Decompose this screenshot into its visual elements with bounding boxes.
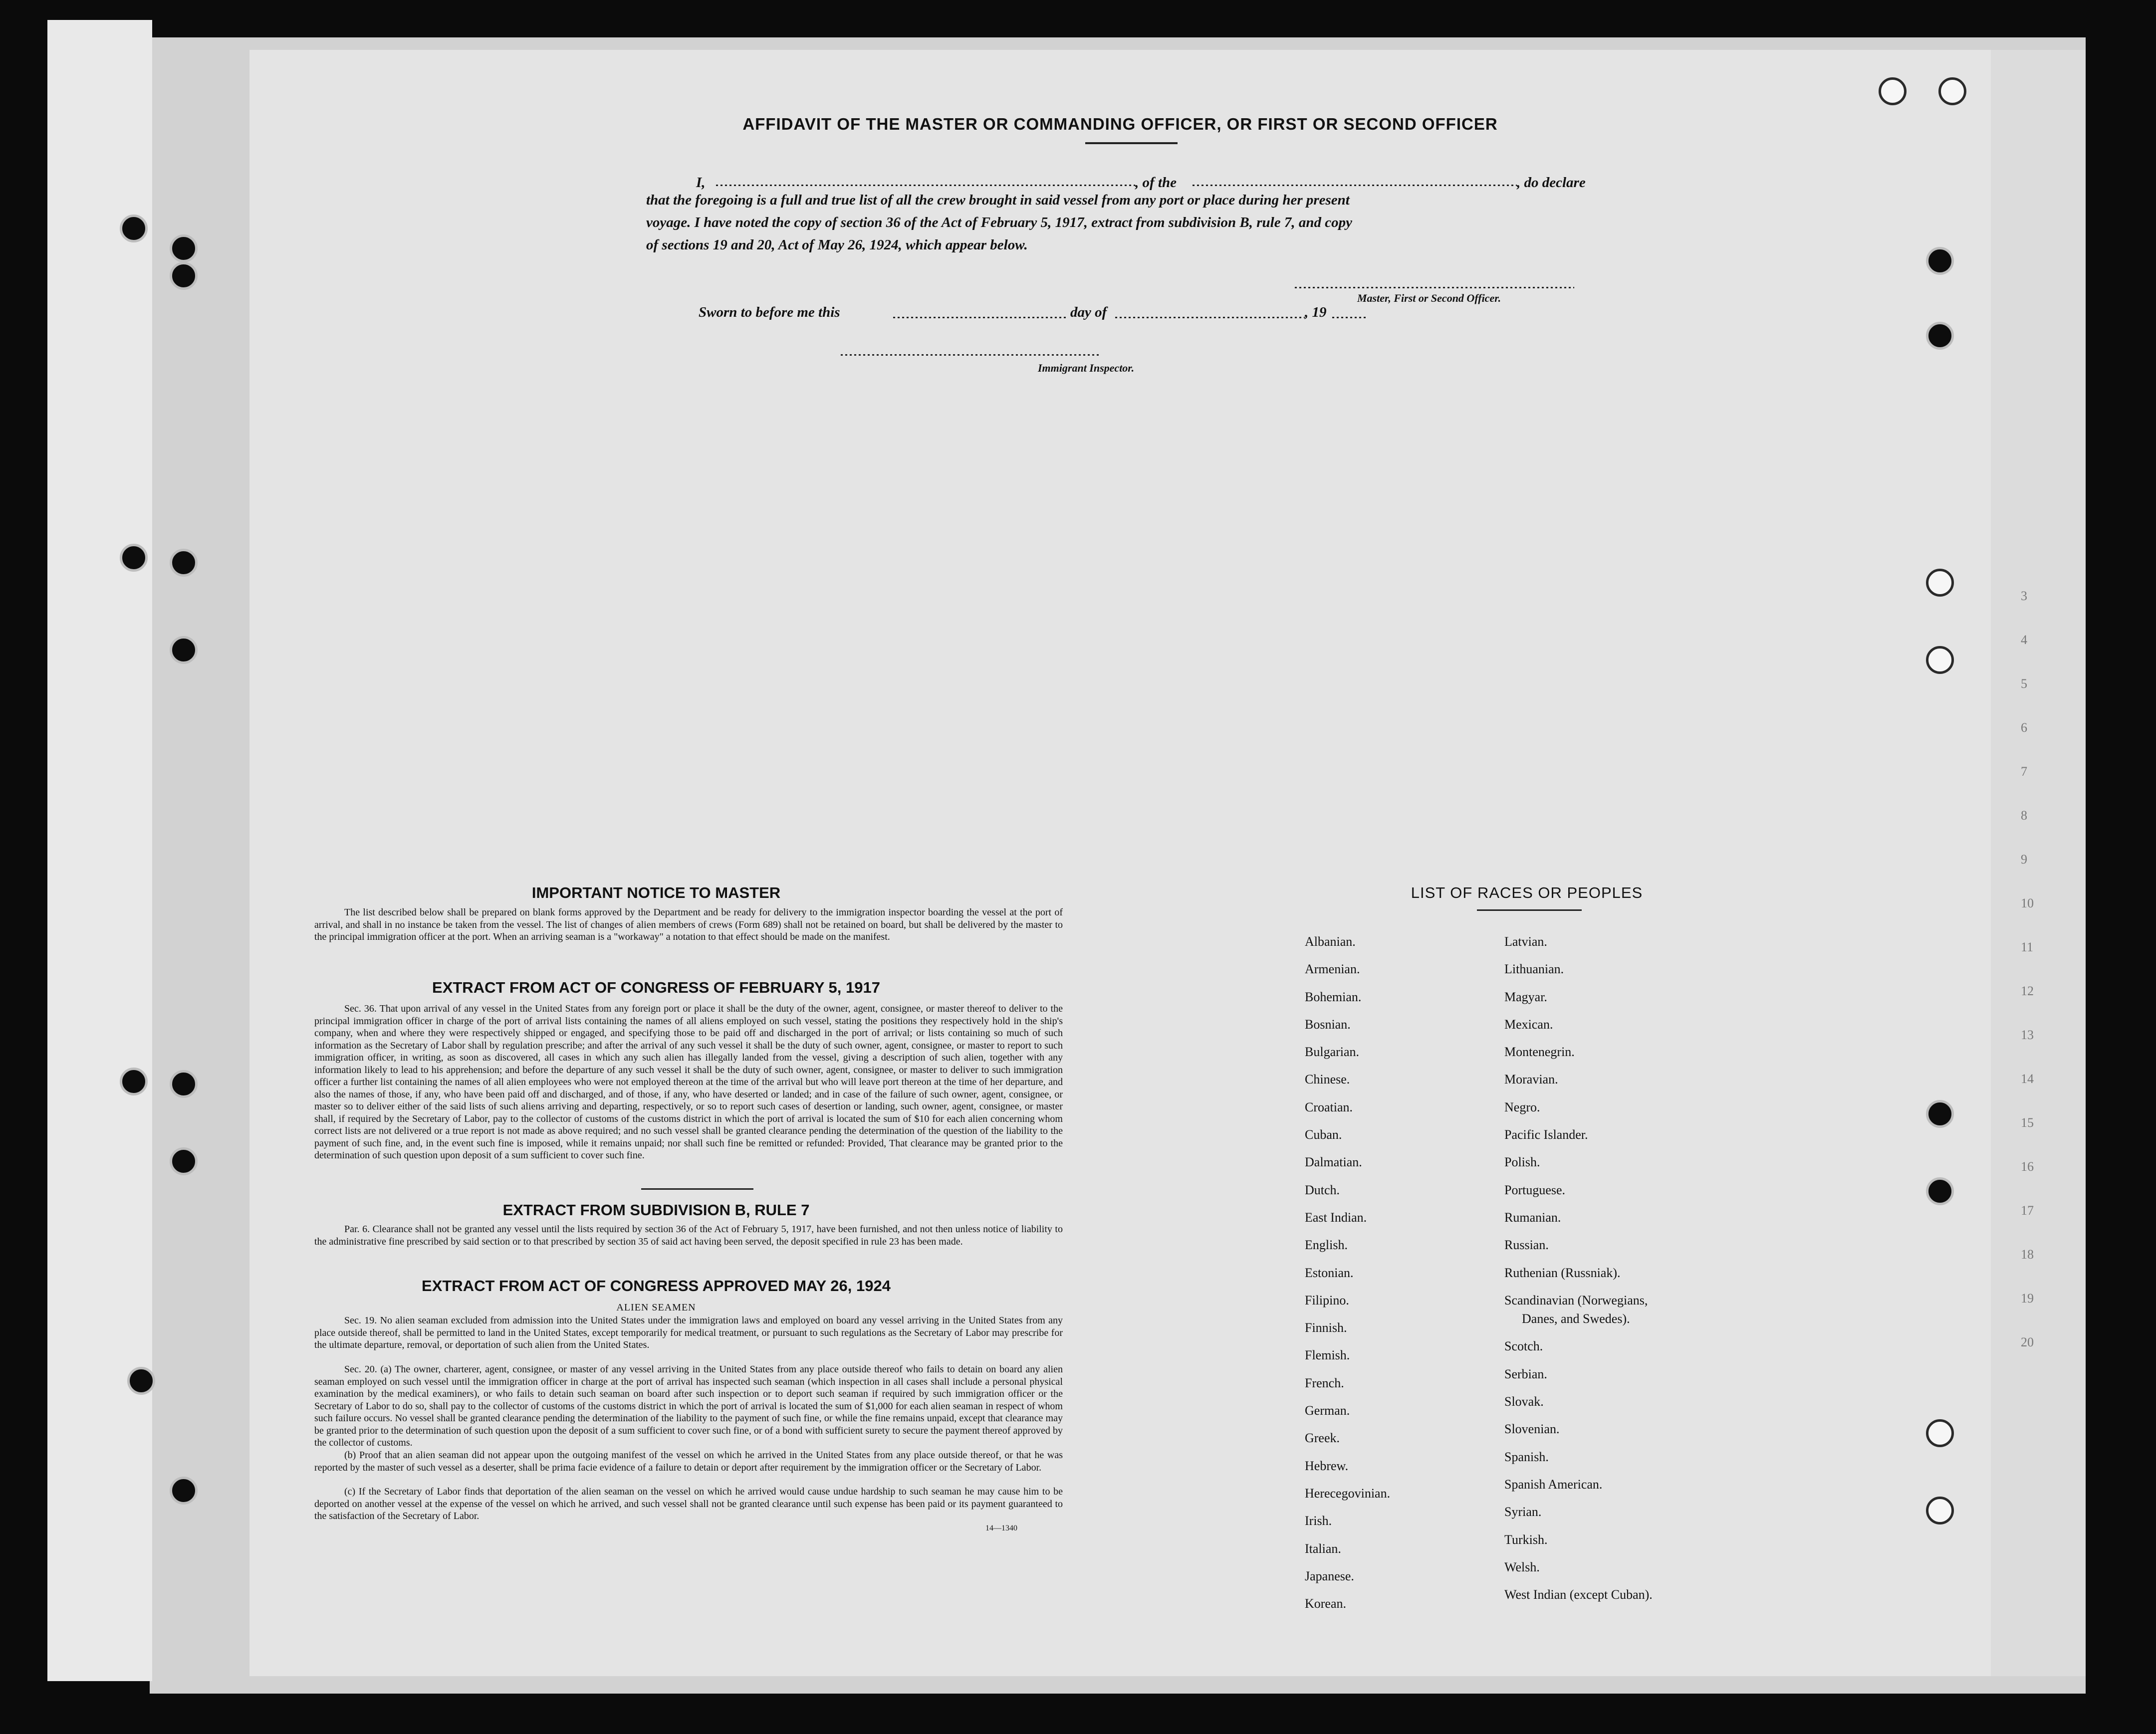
race-item: Albanian. <box>1305 934 1356 949</box>
race-item: Estonian. <box>1305 1265 1354 1280</box>
race-item: Serbian. <box>1504 1366 1547 1381</box>
margin-number: 10 <box>2021 896 2034 910</box>
race-item: Negro. <box>1504 1099 1540 1114</box>
race-item: Scotch. <box>1504 1339 1543 1354</box>
sec19-text: Sec. 19. No alien seaman excluded from admission into the United States under the immigration laws and employed on board any vessel arriving in the United States from any place outside thereof, shall be permitted to land in the United States, except temporarily for medical treatment, or pursuant to such regulations as the Secretary of Labor may prescribe for the ultimate departure, removal, or deportation of such alien from the United States. <box>314 1315 1063 1350</box>
right-page-edge <box>1976 50 2086 1676</box>
day-of-label: day of <box>1070 304 1107 320</box>
punch-hole-icon <box>170 262 198 290</box>
punch-hole-icon <box>1938 77 1966 105</box>
subdivision-b-title: EXTRACT FROM SUBDIVISION B, RULE 7 <box>502 1201 810 1219</box>
sec20b-text: (b) Proof that an alien seaman did not appear upon the outgoing manifest of the vessel on which he arrived in the United States from any place outside thereof, or that he was reported by the master of such vessel as a deserter, shall be prima facie evidence of a failure to detain or deport after requirement by the immigration officer or the Secretary of Labor. <box>314 1450 1063 1473</box>
margin-number: 16 <box>2021 1159 2034 1174</box>
affidavit-line-2: that the foregoing is a full and true list of all the crew brought in said vessel from any port or place during her present <box>646 192 1350 208</box>
sworn-month-blank <box>1115 317 1305 318</box>
race-item: Lithuanian. <box>1504 962 1564 977</box>
race-item: Dutch. <box>1305 1182 1340 1197</box>
extract-1917-text: Sec. 36. That upon arrival of any vessel in the United States from any foreign port or place it shall be the duty of the owner, agent, consignee, or master thereof to deliver to the principal immigration officer in charge of the port of arrival lists containing the names of all aliens employed on such vessel, stating the positions they respectively hold in the ship's company, when and where they were respectively shipped or engaged, and specifying those to be paid off and discharged in the port of arrival; or lists containing so much of such information as the Secretary of Labor shall by regulation prescribe; and after the arrival of any such vessel it shall be the duty of such owner, agent, consignee, or master to report to such immigration officer, in writing, as soon as discovered, all cases in which any such alien has illegally landed from the vessel, giving a description of such alien, together with any information likely to lead to his apprehension; and before the departure of any such vessel it shall be the duty of such owner, agent, consignee, or master to deliver to such immigration officer a further list containing the names of all alien employees who were not employed thereon at the time of the arrival but who will leave port thereon at the time of her departure, and also the names of those, if any, who have been paid off and discharged, and of those, if any, who have deserted or landed; and in case of the failure of such owner, agent, consignee, or master so to deliver either of the said lists of such aliens arriving and departing, respectively, or so to report such cases of desertion or landing, such owner, agent, consignee, or master shall, if required by the Secretary of Labor, pay to the collector of customs of the customs district in which the port of arrival is located the sum of $10 for each alien concerning whom correct lists are not delivered or a true report is not made as above required; and no such vessel shall be granted clearance pending the determination of the question of the liability to the payment of such fine, and, in the event such fine is imposed, while it remains unpaid; nor shall such fine be remitted or refunded: Provided, That clearance may be granted prior to the determination of such question upon deposit of a sum sufficient to cover such fine. <box>314 1003 1063 1161</box>
inspector-signature-line <box>841 354 1100 356</box>
affidavit-i: I, <box>696 175 706 191</box>
race-item: Slovak. <box>1504 1394 1544 1409</box>
race-item: Polish. <box>1504 1155 1540 1170</box>
race-item: Pacific Islander. <box>1504 1127 1588 1142</box>
races-right-column <box>1504 928 1653 1608</box>
name-blank <box>716 185 1135 186</box>
race-item: Montenegrin. <box>1504 1045 1575 1060</box>
notice-title: IMPORTANT NOTICE TO MASTER <box>531 884 781 901</box>
race-item: French. <box>1305 1375 1344 1390</box>
race-item: Rumanian. <box>1504 1210 1561 1225</box>
race-item: Scandinavian (Norwegians, <box>1504 1293 1648 1307</box>
races-title-divider <box>1477 909 1582 911</box>
margin-number: 15 <box>2021 1115 2034 1130</box>
margin-number: 5 <box>2021 676 2027 691</box>
title-divider <box>1085 142 1178 144</box>
margin-number: 11 <box>2021 940 2034 954</box>
race-item: Chinese. <box>1305 1072 1350 1087</box>
margin-number: 6 <box>2021 720 2027 735</box>
punch-hole-icon <box>120 1068 148 1095</box>
margin-number: 20 <box>2021 1335 2034 1349</box>
punch-hole-icon <box>1926 1100 1954 1128</box>
margin-number: 18 <box>2021 1247 2034 1262</box>
sworn-day-blank <box>893 317 1068 318</box>
affidavit-of-the: , of the <box>1135 175 1177 191</box>
race-item: Dalmatian. <box>1305 1155 1362 1170</box>
race-item: English. <box>1305 1238 1348 1253</box>
race-item: Spanish. <box>1504 1449 1549 1464</box>
margin-number: 9 <box>2021 852 2027 867</box>
extract-1924-title: EXTRACT FROM ACT OF CONGRESS APPROVED MAY 26, 1924 <box>422 1277 891 1295</box>
race-item: Moravian. <box>1504 1072 1558 1087</box>
race-item: Hebrew. <box>1305 1458 1349 1473</box>
race-item: Greek. <box>1305 1431 1340 1446</box>
section-divider <box>641 1188 753 1190</box>
master-label: Master, First or Second Officer. <box>1357 292 1501 304</box>
punch-hole-icon <box>1879 77 1907 105</box>
notice-text: The list described below shall be prepared on blank forms approved by the Department and be ready for delivery to the immigration inspector boarding the vessel at the port of arrival, and shall in no instance be taken from the vessel. The list of changes of alien members of crews (Form 689) shall not be retained on board, but shall be delivered by the master to the principal immigration officer at the port. When an arriving seaman is a "workaway" a notation to that effect should be made on the manifest. <box>314 907 1063 942</box>
race-item: Italian. <box>1305 1541 1341 1556</box>
race-item: Irish. <box>1305 1514 1332 1528</box>
extract-1917-title: EXTRACT FROM ACT OF CONGRESS OF FEBRUARY 5, 1917 <box>432 979 880 996</box>
punch-hole-icon <box>170 549 198 577</box>
punch-hole-icon <box>170 1147 198 1175</box>
race-item: Ruthenian (Russniak). <box>1504 1265 1621 1280</box>
punch-hole-icon <box>1926 646 1954 674</box>
sec20a-text: Sec. 20. (a) The owner, charterer, agent, consignee, or master of any vessel arriving in the United States from any place outside thereof who fails to detain on board any alien seaman employed on such vessel until the immigration officer in charge at the port of arrival has inspected such seaman (which inspection in all cases shall include a personal physical examination by the medical examiners), or who fails to detain such seaman on board after such inspection or to deport such seaman if required by such immigration officer or the Secretary of Labor to do so, shall pay to the collector of customs of the customs district in which the port of arrival is located the sum of $1,000 for each alien seaman in respect of whom such failure occurs. No vessel shall be granted clearance pending the determination of the liability to the payment of such fine, or while the fine remains unpaid, except that clearance may be granted prior to the determination of such question upon the deposit of a sum sufficient to cover such fine, or of a bond with sufficient surety to secure the payment thereof approved by the collector of customs. <box>314 1364 1063 1448</box>
race-item: Bulgarian. <box>1305 1045 1360 1060</box>
margin-number: 3 <box>2021 589 2027 603</box>
sec20c-text: (c) If the Secretary of Labor finds that deportation of the alien seaman on the vessel on which he arrived would cause undue hardship to such seaman he may cause him to be deported on another vessel at the expense of the vessel on which he arrived, and such vessel shall not be granted clearance until such expense has been paid or its payment guaranteed to the satisfaction of the Secretary of Labor. <box>314 1486 1063 1521</box>
subdivision-b-text: Par. 6. Clearance shall not be granted any vessel until the lists required by section 36 of the Act of February 5, 1917, have been furnished, and not then unless notice of liability to the administrative fine prescribed by said section or to that prescribed by section 35 of said act having been served, the deposit specified in rule 23 has been made. <box>314 1224 1063 1247</box>
margin-number: 12 <box>2021 984 2034 998</box>
race-item: Danes, and Swedes). <box>1522 1311 1630 1326</box>
race-item: Syrian. <box>1504 1505 1542 1519</box>
race-item: Bohemian. <box>1305 989 1362 1004</box>
punch-hole-icon <box>120 215 148 242</box>
race-item: Korean. <box>1305 1596 1347 1611</box>
punch-hole-icon <box>170 234 198 262</box>
race-item: Cuban. <box>1305 1127 1342 1142</box>
margin-number: 17 <box>2021 1203 2034 1218</box>
margin-number: 14 <box>2021 1072 2034 1086</box>
race-item: Latvian. <box>1504 934 1547 949</box>
punch-hole-icon <box>1926 1497 1954 1524</box>
race-item: Herecegovinian. <box>1305 1486 1391 1501</box>
races-left-column <box>1305 928 1390 1617</box>
year-blank <box>1332 317 1367 318</box>
race-item: Portuguese. <box>1504 1182 1566 1197</box>
race-item: West Indian (except Cuban). <box>1504 1587 1653 1602</box>
margin-number: 8 <box>2021 808 2027 823</box>
race-item: German. <box>1305 1403 1350 1418</box>
left-binding-strip <box>47 20 152 1681</box>
margin-number: 13 <box>2021 1028 2034 1042</box>
form-number: 14—1340 <box>985 1524 1017 1532</box>
affidavit-line-3: voyage. I have noted the copy of section 36 of the Act of February 5, 1917, extract from subdivision B, rule 7, and copy <box>646 215 1352 230</box>
margin-number: 4 <box>2021 633 2027 647</box>
year-prefix: , 19 <box>1305 304 1327 320</box>
margin-number: 7 <box>2021 764 2027 779</box>
race-item: Spanish American. <box>1504 1477 1603 1492</box>
margin-number: 19 <box>2021 1291 2034 1305</box>
inspector-label: Immigrant Inspector. <box>1038 362 1135 374</box>
punch-hole-icon <box>1926 569 1954 597</box>
race-item: Finnish. <box>1305 1320 1347 1335</box>
punch-hole-icon <box>170 1477 198 1505</box>
punch-hole-icon <box>1926 247 1954 275</box>
race-item: Japanese. <box>1305 1568 1354 1583</box>
punch-hole-icon <box>170 636 198 664</box>
race-item: Russian. <box>1504 1238 1549 1253</box>
race-item: Bosnian. <box>1305 1017 1351 1032</box>
vessel-blank <box>1193 185 1517 186</box>
punch-hole-icon <box>1926 1419 1954 1447</box>
master-signature-line <box>1295 287 1574 288</box>
alien-seamen-subtitle: ALIEN SEAMEN <box>616 1302 696 1313</box>
punch-hole-icon <box>127 1367 155 1395</box>
punch-hole-icon <box>1926 322 1954 350</box>
race-item: Slovenian. <box>1504 1422 1560 1437</box>
affidavit-do-declare: , do declare <box>1517 175 1586 191</box>
affidavit-title: AFFIDAVIT OF THE MASTER OR COMMANDING OFFICER, OR FIRST OR SECOND OFFICER <box>742 115 1498 133</box>
form-sheet <box>249 50 1991 1676</box>
race-item: Armenian. <box>1305 962 1360 977</box>
race-item: Filipino. <box>1305 1293 1349 1307</box>
punch-hole-icon <box>170 1070 198 1098</box>
affidavit-line-4: of sections 19 and 20, Act of May 26, 1924, which appear below. <box>646 237 1028 253</box>
race-item: East Indian. <box>1305 1210 1367 1225</box>
punch-hole-icon <box>120 544 148 572</box>
race-item: Flemish. <box>1305 1348 1350 1363</box>
sworn-label: Sworn to before me this <box>699 304 840 320</box>
races-title: LIST OF RACES OR PEOPLES <box>1411 884 1643 901</box>
punch-hole-icon <box>1926 1177 1954 1205</box>
race-item: Welsh. <box>1504 1559 1540 1574</box>
race-item: Magyar. <box>1504 989 1547 1004</box>
race-item: Croatian. <box>1305 1099 1353 1114</box>
race-item: Mexican. <box>1504 1017 1553 1032</box>
race-item: Turkish. <box>1504 1532 1548 1547</box>
